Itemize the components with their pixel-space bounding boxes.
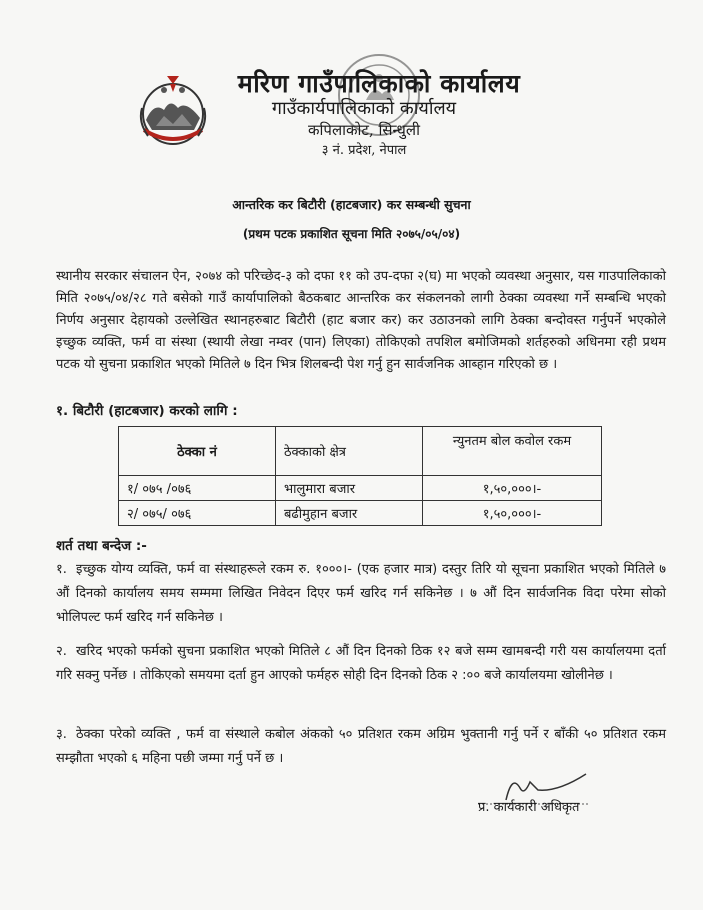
office-title: मरिण गाउँपालिकाको कार्यालय <box>237 69 521 98</box>
table-row <box>119 476 602 501</box>
table-row <box>119 501 602 526</box>
notice-published-date: (प्रथम पटक प्रकाशित सूचना मिति २०७५/०५/०४) <box>242 227 461 241</box>
conditions-heading: शर्त तथा बन्देज :- <box>56 538 147 554</box>
contract-no-cell: १/ ०७५ /०७६ <box>119 476 276 501</box>
condition-text: खरिद भएको फर्मको सुचना प्रकाशित भएको मितिले ८ औं दिन दिनको ठिक १२ बजे सम्म खामबन्दी गरी यस कार्यालयमा दर्ता गरि सक्नु पर्नेछ । तोकिएको समयमा दर्ता हुन आएको फर्महरु सोही दिन दिनको ठिक २ :०० बजे कार्यालयमा खोलीनेछ । <box>56 644 666 683</box>
signatory-title: प्र. कार्यकारी अधिकृत <box>478 800 580 815</box>
area-cell: भालुमारा बजार <box>276 476 423 501</box>
office-location: कपिलाकोट, सिन्धुली <box>308 121 420 139</box>
amount-cell: १,५०,०००।- <box>423 501 602 526</box>
table-header-row <box>119 427 602 476</box>
office-subtitle: गाउँकार्यपालिकाको कार्यालय <box>271 98 457 119</box>
column-header-contract-no: ठेक्का नं <box>119 427 276 476</box>
condition-number: ३. <box>56 727 67 742</box>
condition-item <box>56 558 666 630</box>
column-header-area: ठेक्काको क्षेत्र <box>276 427 423 476</box>
amount-cell: १,५०,०००।- <box>423 476 602 501</box>
section-heading: १. बिटौरी (हाटबजार) करको लागि : <box>56 403 238 419</box>
condition-number: १. <box>56 562 67 577</box>
notice-title: आन्तरिक कर बिटौरी (हाटबजार) कर सम्बन्धी सुचना <box>232 197 471 212</box>
condition-text: इच्छुक योग्य व्यक्ति, फर्म वा संस्थाहरूले रकम रु. १०००।- (एक हजार मात्र) दस्तुर तिरि यो सूचना प्रकाशित भएको मितिले ७ औं दिनको कार्यालय समय सम्ममा लिखित निवेदन दिएर फर्म खरिद गर्न सकिनेछ । ७ औं दिन सार्वजनिक विदा परेमा सोको भोलिपल्ट फर्म खरिद गर्न सकिनेछ । <box>56 562 666 625</box>
nepal-emblem-icon <box>134 70 212 152</box>
condition-item <box>56 723 666 771</box>
condition-number: २. <box>56 644 67 659</box>
area-cell: बढीमुहान बजार <box>276 501 423 526</box>
condition-item <box>56 640 666 688</box>
office-province: ३ नं. प्रदेश, नेपाल <box>321 143 407 158</box>
contract-no-cell: २/ ०७५/ ०७६ <box>119 501 276 526</box>
column-header-min-bid: न्युनतम बोल कवोल रकम <box>423 427 602 476</box>
condition-text: ठेक्का परेको व्यक्ति , फर्म वा संस्थाले कबोल अंकको ५० प्रतिशत रकम अग्रिम भुक्तानी गर्नु पर्ने र बाँकी ५० प्रतिशत रकम सम्झौता भएको ६ महिना पछी जम्मा गर्नु पर्ने छ । <box>56 727 666 766</box>
tender-table <box>118 426 602 526</box>
notice-intro-paragraph: स्थानीय सरकार संचालन ऐन, २०७४ को परिच्छेद-३ को दफा ११ को उप-दफा २(घ) मा भएको व्यवस्था अनुसार, यस गाउपालिकाको मिति २०७५/०४/२८ गते बसेको गाउँ कार्यापालिको बैठकबाट आन्तरिक कर संकलनको लागी ठेक्का व्यवस्था गर्ने सम्बन्धि भएको निर्णय अनुसार देहायको उल्लेखित स्थानहरुबाट बिटौरी (हाट बजार कर) कर उठाउनको लागि ठेक्का बन्दोवस्त गर्नुपर्ने भएकोले इच्छुक व्यक्ति, फर्म वा संस्था (स्थायी लेखा नम्वर (पान) लिएका) तोकिएको तपशिल बमोजिमको शर्तहरुको अधिनमा रही प्रथम पटक यो सुचना प्रकाशित भएको मितिले ७ दिन भित्र शिलबन्दी पेश गर्नु हुन सार्वजनिक आब्हान गरिएको छ । <box>56 269 666 372</box>
